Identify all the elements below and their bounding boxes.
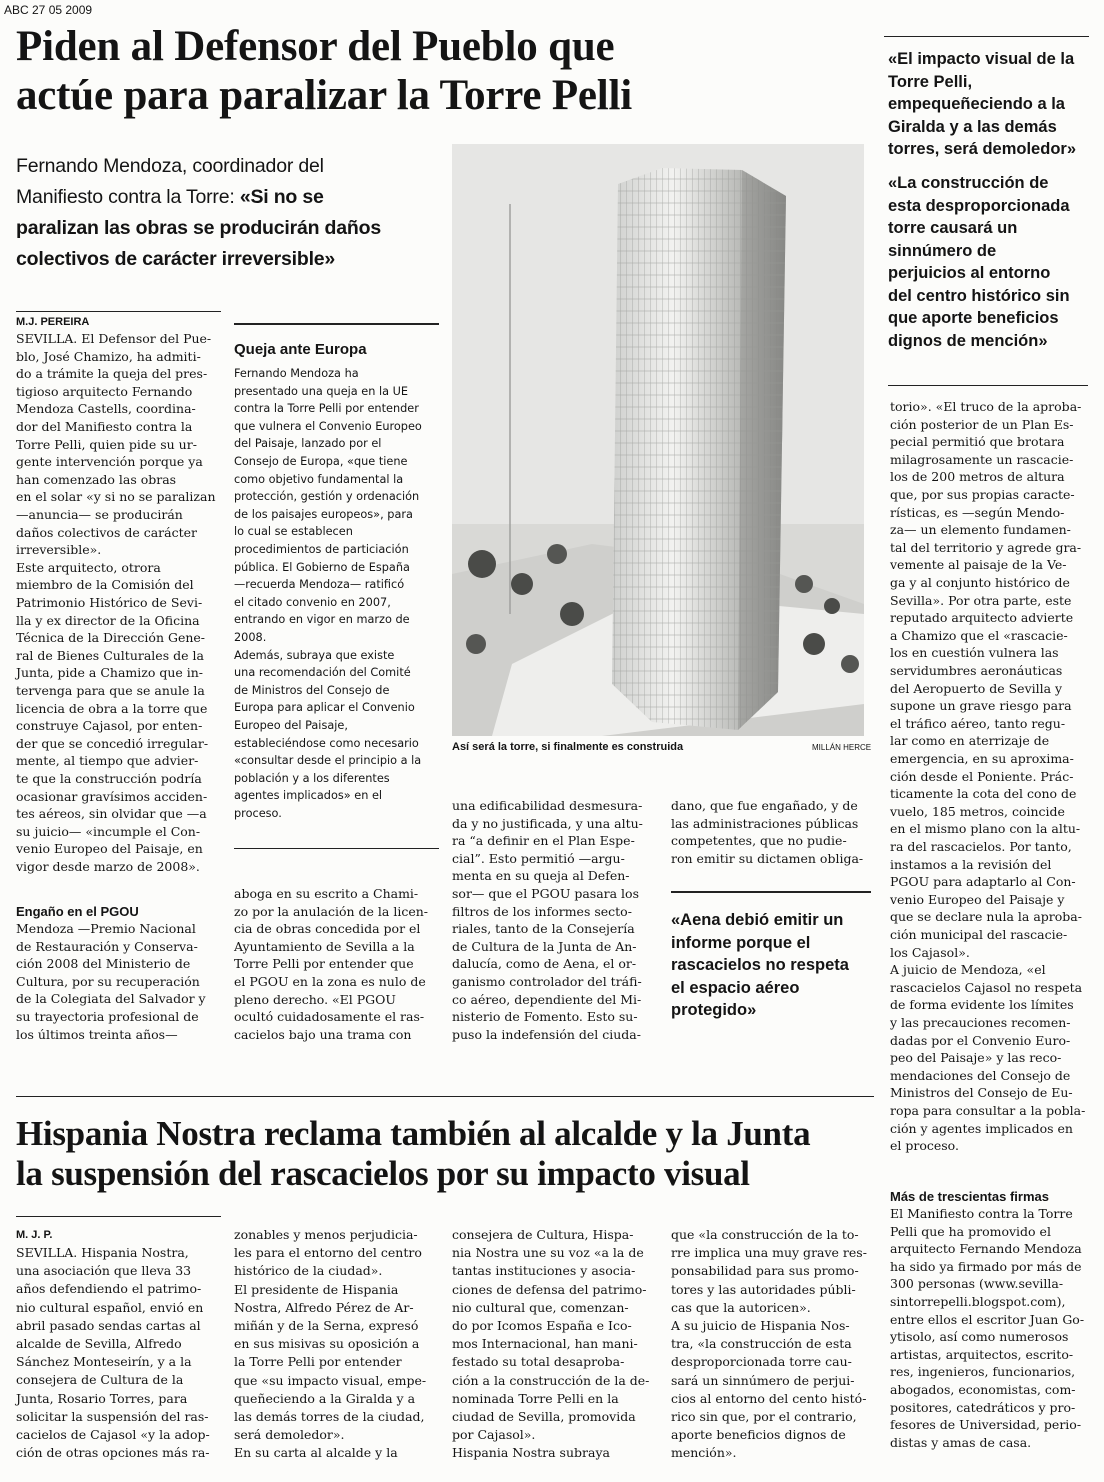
text-line: presentado una queja en la UE: [234, 384, 409, 398]
text-line: empequeñeciendo a la: [888, 95, 1065, 113]
text-line: ha sido ya firmado por más de: [890, 1258, 1082, 1274]
text-line: puso la indefensión del ciuda-: [452, 1026, 641, 1042]
text-line: años defendiendo el patrimo-: [16, 1281, 202, 1297]
column-1: [16, 331, 216, 881]
subhead-pgou: Engaño en el PGOU: [16, 904, 139, 919]
text-line: dalucía, como de Aena, el or-: [452, 956, 637, 972]
text-line: de Restauración y Conserva-: [16, 938, 198, 954]
text-line: tores y las autoridades públi-: [671, 1281, 856, 1297]
text-line: supone un grave riesgo para: [890, 698, 1072, 714]
text-line: les para el entorno del centro: [234, 1245, 422, 1261]
column-2b: [234, 886, 439, 1051]
text-line: Mendoza —Premio Nacional: [16, 921, 196, 936]
headline-line: actúe para paralizar la Torre Pelli: [16, 72, 633, 119]
headline-line: Piden al Defensor del Pueblo que: [16, 23, 615, 70]
text-line: Técnica de la Dirección Gene-: [16, 630, 206, 646]
text-line: miembro de la Comisión del: [16, 577, 194, 593]
text-line: Junta, pide a Chamizo que in-: [16, 665, 204, 681]
deck-line: [16, 244, 446, 275]
text-line: mente, al tiempo que advier-: [16, 753, 199, 769]
text-line: que, por sus propias caracte-: [890, 487, 1075, 502]
text-line: de Ministros del Consejo de: [234, 683, 390, 697]
text-line: una edificabilidad desmesura-: [452, 798, 643, 813]
text-line: lo cual se establecen: [234, 525, 353, 539]
text-line: Ayuntamiento de Sevilla a la: [234, 938, 415, 954]
sidebar-bottom-rule: [234, 848, 439, 849]
article-separator: [16, 1096, 874, 1097]
text-line: ción municipal del rascacie-: [890, 927, 1068, 942]
subhead-firmas: Más de trescientas firmas: [890, 1189, 1049, 1204]
text-line: el espacio aéreo: [671, 978, 800, 997]
text-line: y las precauciones recomen-: [890, 1015, 1071, 1030]
text-line: za— un elemento fundamen-: [890, 522, 1071, 538]
text-line: venio Europeo del Paisaje y: [890, 891, 1065, 907]
text-line: ra “a definir en el Plan Espe-: [452, 833, 635, 849]
photo-caption: Así será la torre, si finalmente es construida: [452, 741, 684, 753]
text-line: esta desproporcionada: [888, 196, 1070, 215]
text-line: En su carta al alcalde y la: [234, 1445, 398, 1461]
text-line: lar como en aterrizaje de: [890, 733, 1050, 749]
text-line: ticamente la cota del cono de: [890, 786, 1077, 802]
text-line: «Aena debió emitir un: [671, 911, 844, 929]
text-line: su juicio— «incumple el Con-: [16, 823, 201, 839]
text-line: Ministros del Consejo de Eu-: [890, 1085, 1073, 1101]
text-line: agentes implicados» en el: [234, 789, 383, 803]
text-line: Torre Pelli por entender que: [234, 956, 414, 972]
text-line: blo, José Chamizo, ha admiti-: [16, 348, 201, 364]
column-rule: [16, 1216, 221, 1217]
text-line: cacielos bajo una trama con: [234, 1026, 412, 1042]
text-line: el proceso.: [890, 1138, 959, 1154]
right-quote-construccion: [888, 174, 1098, 354]
text-line: del Aeropuerto de Sevilla y: [890, 680, 1063, 696]
text-line: pública. El Gobierno de España: [234, 560, 410, 574]
text-line: A juicio de Mendoza, «el: [890, 962, 1046, 978]
text-line: rascacielos no respeta: [671, 956, 849, 974]
text-line: protegido»: [671, 1001, 757, 1019]
text-line: los últimos treinta años—: [16, 1026, 178, 1042]
tower-photo: [452, 144, 864, 736]
text-line: ponsabilidad para sus promo-: [671, 1263, 859, 1279]
text-line: arquitecto Fernando Mendoza: [890, 1241, 1082, 1257]
text-line: artistas, arquitectos, escrito-: [890, 1346, 1074, 1362]
headline-2: [16, 1114, 886, 1194]
text-line: riales, tanto de la Consejería: [452, 921, 635, 937]
text-line: la Torre Pelli por entender: [234, 1354, 402, 1370]
text-line: Junta, Rosario Torres, para: [16, 1390, 188, 1406]
text-line: alcalde de Sevilla, Alfredo: [16, 1336, 182, 1351]
text-line: que vulnera el Convenio Europeo: [234, 419, 422, 433]
text-line: que aporte beneficios: [888, 309, 1059, 327]
text-line: daños colectivos de carácter: [16, 524, 197, 540]
text-line: protección, gestión y ordenación: [234, 490, 420, 504]
text-line: «La construcción de: [888, 174, 1049, 192]
text-line: que «su impacto visual, empe-: [234, 1372, 427, 1388]
text-line: do por Icomos España e Ico-: [452, 1318, 632, 1333]
article2-column-1: [16, 1245, 221, 1475]
text-line: rísticas, es —según Mendo-: [890, 504, 1065, 520]
text-line: Pelli que ha promovido el: [890, 1223, 1051, 1239]
text-line: perjuicios al entorno: [888, 264, 1051, 282]
text-line: proceso.: [234, 807, 282, 820]
text-line: de forma evidente los límites: [890, 997, 1074, 1013]
headline: [16, 22, 876, 120]
text-line: fesores de Universidad, perio-: [890, 1417, 1082, 1433]
text-line: Patrimonio Histórico de Sevi-: [16, 595, 203, 610]
text-line: —anuncia— se producirán: [16, 507, 183, 522]
text-line: do a trámite la queja del pres-: [16, 366, 208, 382]
text-line: como objetivo fundamental la: [234, 472, 404, 486]
text-line: mención».: [671, 1445, 737, 1461]
text-line: los en cuestión vulnera las: [890, 645, 1059, 661]
deck: [16, 151, 446, 275]
text-line: Europa para aplicar el Convenio: [234, 701, 415, 715]
text-line: dano, que fue engañado, y de: [671, 798, 858, 813]
text-line: lla y ex director de la Oficina: [16, 612, 200, 628]
text-line: construye Cajasol, por enten-: [16, 718, 203, 734]
right-quote-rule: [888, 385, 1088, 386]
text-line: el PGOU en la zona es nulo de: [234, 974, 426, 989]
text-line: a Chamizo que el «rascacie-: [890, 627, 1068, 643]
text-line: nio cultural que, comenzan-: [452, 1299, 629, 1315]
text-line: Además, subraya que existe: [234, 648, 395, 662]
text-line: zonables y menos perjudicia-: [234, 1227, 418, 1242]
text-line: ción a la construcción de la de-: [452, 1372, 650, 1388]
text-line: vigor desde marzo de 2008».: [16, 859, 200, 874]
text-line: cios al entorno del cento histó-: [671, 1390, 867, 1406]
text-line: pecial permitió que brotara: [890, 434, 1065, 450]
text-line: ropa para consultar a la pobla-: [890, 1103, 1086, 1118]
text-line: en el mismo plano con la altu-: [890, 821, 1081, 837]
text-line: «El impacto visual de la: [888, 50, 1075, 68]
text-line: pleno derecho. «El PGOU: [234, 991, 396, 1007]
text-line: torio». «El truco de la aproba-: [890, 399, 1082, 414]
text-line: torres, será demoledor»: [888, 140, 1076, 158]
text-line: der que se concedió irregular-: [16, 735, 209, 751]
text-line: abril pasado sendas cartas al: [16, 1317, 201, 1333]
text-line: ciudad de Sevilla, promovida: [452, 1409, 636, 1424]
text-line: ra del rascacielos. Por tanto,: [890, 839, 1072, 854]
deck-bold: colectivos de carácter irreversible»: [16, 248, 336, 270]
text-line: positores, catedráticos y pro-: [890, 1399, 1076, 1415]
text-line: una recomendación del Comité: [234, 666, 411, 680]
text-line: tal del territorio y agrede gra-: [890, 539, 1082, 555]
text-line: mos Internacional, han mani-: [452, 1336, 638, 1352]
text-line: cas que la autoricen».: [671, 1299, 811, 1315]
text-line: filtros de los informes secto-: [452, 903, 632, 919]
text-line: sintorrepelli.blogspot.com),: [890, 1294, 1066, 1309]
text-line: ción 2008 del Ministerio de: [16, 956, 191, 972]
text-line: ción y agentes implicados en: [890, 1120, 1073, 1136]
headline-2-line: Hispania Nostra reclama también al alcalde y la Junta: [16, 1114, 811, 1153]
text-line: miñán y de la Serna, expresó: [234, 1318, 419, 1333]
text-line: solicitar la suspensión del ras-: [16, 1408, 209, 1424]
text-line: sor— que el PGOU pasara los: [452, 886, 639, 901]
text-line: las administraciones públicas: [671, 815, 859, 831]
text-line: Cultura, por su recuperación: [16, 973, 200, 989]
sidebar-text: [234, 367, 439, 837]
text-line: contra la Torre Pelli por entender: [234, 402, 419, 416]
text-line: ron emitir su dictamen obliga-: [671, 850, 864, 866]
deck-bold: «Si no se: [239, 186, 324, 208]
text-line: informe porque el: [671, 933, 811, 952]
text-line: su trayectoria profesional de: [16, 1009, 199, 1024]
text-line: tantas instituciones y asocia-: [452, 1263, 636, 1279]
text-line: Sevilla». Por otra parte, este: [890, 592, 1072, 608]
column-5b: [890, 1206, 1095, 1456]
text-line: gente intervención porque ya: [16, 454, 203, 470]
text-line: queñeciendo a la Giralda y a: [234, 1390, 416, 1406]
text-line: vemente al paisaje de la Ve-: [890, 557, 1067, 573]
text-line: los Cajasol».: [890, 944, 970, 960]
text-line: Torre Pelli,: [888, 72, 973, 91]
text-line: ytisolo, así como numerosos: [890, 1329, 1069, 1345]
text-line: rascacielos Cajasol no respeta: [890, 979, 1083, 995]
text-line: El presidente de Hispania: [234, 1281, 399, 1297]
text-line: tes aéreos, sin olvidar que —a: [16, 806, 207, 822]
text-line: abogados, economistas, com-: [890, 1382, 1076, 1397]
text-line: emergencia, en su aproxima-: [890, 751, 1074, 766]
text-line: ciones de defensa del patrimo-: [452, 1281, 647, 1297]
text-line: por Cajasol».: [452, 1427, 536, 1443]
text-line: sará un sinnúmero de perjui-: [671, 1372, 855, 1388]
text-line: tervenga para que se anule la: [16, 683, 205, 698]
text-line: menta en su queja al Defen-: [452, 868, 630, 884]
article2-column-2: [234, 1227, 439, 1477]
text-line: peo del Paisaje» y las reco-: [890, 1050, 1062, 1066]
text-line: 2008.: [234, 631, 267, 644]
text-line: los de 200 metros de altura: [890, 469, 1065, 485]
tower-model-illustration: [452, 144, 864, 736]
text-line: el tráfico aéreo, tanto regu-: [890, 715, 1066, 731]
text-line: instamos a la revisión del: [890, 856, 1052, 872]
text-line: SEVILLA. El Defensor del Pue-: [16, 331, 212, 346]
text-line: irreversible».: [16, 542, 102, 558]
text-line: Torre Pelli, quien pide su ur-: [16, 436, 197, 452]
text-line: rre implica una muy grave res-: [671, 1245, 867, 1261]
text-line: han comenzado las obras: [16, 471, 177, 487]
text-line: de Cultura de la Junta de An-: [452, 938, 637, 954]
deck-plain: Manifiesto contra la Torre:: [16, 186, 240, 208]
text-line: SEVILLA. Hispania Nostra,: [16, 1245, 189, 1260]
text-line: zo por la anulación de la licen-: [234, 903, 429, 919]
text-line: reputado arquitecto advierte: [890, 610, 1074, 626]
text-line: nominada Torre Pelli en la: [452, 1390, 619, 1406]
text-line: en el solar «y si no se paralizan: [16, 489, 216, 505]
pullquote-rule: [671, 891, 871, 893]
text-line: las demás torres de la ciudad,: [234, 1409, 425, 1424]
sidebar-title: Queja ante Europa: [234, 341, 367, 358]
text-line: PGOU para adaptarlo al Con-: [890, 874, 1076, 890]
text-line: consejera de Cultura de la: [16, 1372, 184, 1388]
column-5: [890, 399, 1095, 1164]
text-line: licencia de obra a la torre que: [16, 700, 208, 716]
text-line: torre causará un: [888, 219, 1018, 237]
text-line: aboga en su escrito a Chami-: [234, 886, 419, 901]
text-line: res, ingenieros, funcionarios,: [890, 1364, 1076, 1380]
text-line: milagrosamente un rascacie-: [890, 451, 1074, 467]
text-line: en sus misivas su oposición a: [234, 1336, 420, 1352]
column-3: [452, 798, 657, 1048]
text-line: ganismo controlador del tráfi-: [452, 974, 642, 989]
text-line: dignos de mención»: [888, 331, 1048, 350]
text-line: ción desde el Poniente. Prác-: [890, 768, 1074, 784]
text-line: sinnúmero de: [888, 241, 997, 260]
text-line: nia Nostra une su voz «a la de: [452, 1245, 644, 1261]
article2-column-3: [452, 1227, 657, 1477]
text-line: nisterio de Fomento. Esto su-: [452, 1009, 638, 1025]
text-line: de la Colegiata del Salvador y: [16, 991, 206, 1007]
text-line: del Paisaje, lanzado por el: [234, 437, 382, 451]
text-line: Este arquitecto, otrora: [16, 559, 161, 575]
column-rule: [16, 311, 221, 312]
text-line: Mendoza Castells, coordina-: [16, 401, 196, 417]
text-line: El Manifiesto contra la Torre: [890, 1206, 1073, 1221]
text-line: cacielos de Cajasol «y la adop-: [16, 1427, 210, 1442]
text-line: población y a los diferentes: [234, 771, 390, 785]
text-line: distas y amas de casa.: [890, 1434, 1032, 1450]
deck-line: [16, 151, 446, 182]
text-line: aporte beneficios dignos de: [671, 1427, 846, 1443]
text-line: del centro histórico sin: [888, 286, 1070, 305]
text-line: ga y al conjunto histórico de: [890, 575, 1070, 590]
byline: M.J. PEREIRA: [16, 316, 90, 328]
text-line: da y no justificada, y una altu-: [452, 815, 643, 831]
text-line: estableciéndose como necesario: [234, 736, 419, 750]
text-line: co aéreo, dependiente del Mi-: [452, 991, 642, 1007]
text-line: —recuerda Mendoza— ratificó: [234, 578, 405, 592]
text-line: ocasionar gravísimos acciden-: [16, 788, 208, 804]
text-line: competentes, que no pudie-: [671, 833, 847, 849]
text-line: cia de obras concedida por el: [234, 921, 421, 937]
text-line: procedimientos de particiación: [234, 543, 409, 556]
text-line: dor del Manifiesto contra la: [16, 419, 193, 434]
text-line: ocultó cuidadosamente el ras-: [234, 1009, 425, 1025]
photo-credit: MILLÁN HERCE: [812, 743, 872, 752]
text-line: Consejo de Europa, «que tiene: [234, 455, 408, 468]
article2-column-4: [671, 1227, 876, 1477]
text-line: el citado convenio en 2007,: [234, 595, 391, 609]
text-line: desproporcionada torre cau-: [671, 1354, 852, 1370]
text-line: entrando en vigor en marzo de: [234, 613, 410, 627]
right-column-rule: [884, 36, 1089, 37]
text-line: A su juicio de Hispania Nos-: [671, 1318, 850, 1333]
text-line: entre ellos el escritor Juan Go-: [890, 1311, 1085, 1327]
text-line: una asociación que lleva 33: [16, 1263, 192, 1279]
sidebar-top-rule: [234, 323, 439, 325]
deck-bold: paralizan las obras se producirán daños: [16, 217, 381, 239]
text-line: te que la construcción podría: [16, 771, 202, 786]
text-line: que «la construcción de la to-: [671, 1227, 859, 1242]
right-quote-impacto: [888, 50, 1098, 165]
text-line: 300 personas (www.sevilla-: [890, 1276, 1064, 1292]
text-line: tra, «la construcción de esta: [671, 1336, 852, 1352]
text-line: cial”. Esto permitió —argu-: [452, 850, 625, 866]
text-line: Nostra, Alfredo Pérez de Ar-: [234, 1299, 414, 1315]
text-line: venio Europeo del Paisaje, en: [16, 841, 203, 857]
deck-line: [16, 213, 446, 244]
column-1b: [16, 921, 216, 1051]
text-line: dadas por el Convenio Euro-: [890, 1032, 1071, 1048]
text-line: histórico de la ciudad».: [234, 1263, 383, 1279]
text-line: Hispania Nostra subraya: [452, 1445, 610, 1461]
text-line: de los paisajes europeos», para: [234, 507, 413, 521]
text-line: vuelo, 185 metros, coincide: [890, 803, 1065, 819]
text-line: Giralda y a las demás: [888, 117, 1057, 136]
text-line: festado su total desaproba-: [452, 1354, 625, 1370]
text-line: «consultar desde el principio a la: [234, 754, 422, 768]
text-line: nio cultural español, envió en: [16, 1299, 204, 1315]
text-line: servidumbres aeronáuticas: [890, 663, 1063, 678]
byline-2: M. J. P.: [16, 1229, 53, 1241]
text-line: será demoledor».: [234, 1427, 345, 1443]
text-line: ción de otras opciones más ra-: [16, 1445, 210, 1461]
source-slug: ABC 27 05 2009: [4, 3, 93, 17]
text-line: ral de Bienes Culturales de la: [16, 647, 204, 663]
text-line: tigioso arquitecto Fernando: [16, 383, 193, 399]
text-line: consejera de Cultura, Hispa-: [452, 1227, 634, 1242]
text-line: Fernando Mendoza ha: [234, 367, 359, 380]
text-line: Sánchez Monteseirín, y a la: [16, 1354, 192, 1370]
text-line: rico sin que, por el contrario,: [671, 1409, 857, 1424]
pullquote-aena: [671, 911, 876, 1031]
text-line: que se declare nula la aproba-: [890, 909, 1082, 925]
deck-line: [16, 182, 446, 213]
headline-2-line: la suspensión del rascacielos por su impacto visual: [16, 1154, 750, 1193]
deck-plain: Fernando Mendoza, coordinador del: [16, 155, 324, 177]
column-4: [671, 798, 871, 873]
text-line: Europeo del Paisaje,: [234, 719, 348, 732]
text-line: mendaciones del Consejo de: [890, 1067, 1071, 1083]
text-line: ción posterior de un Plan Es-: [890, 416, 1074, 432]
